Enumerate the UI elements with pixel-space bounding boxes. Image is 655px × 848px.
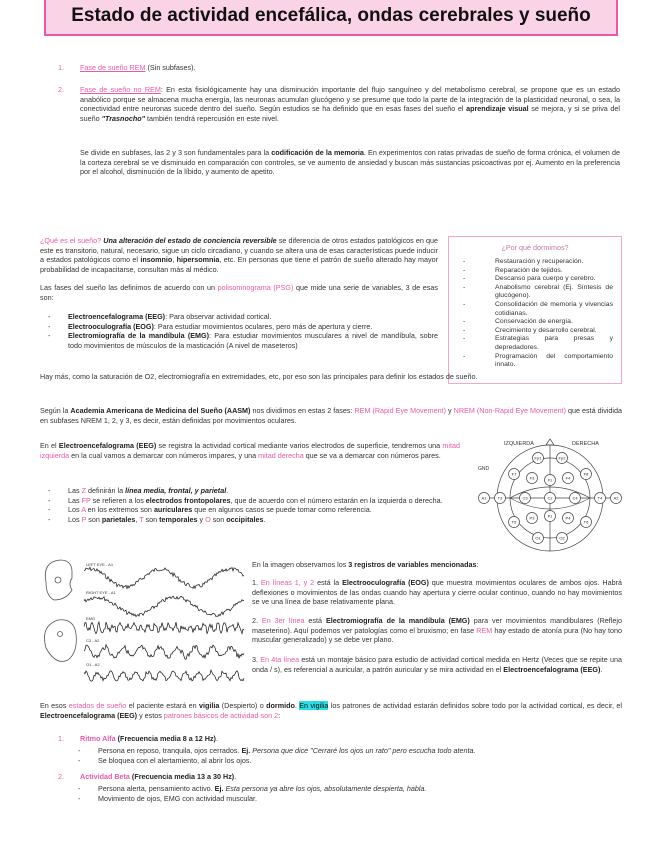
bold-text: 3 registros de variables mencionadas: [348, 560, 477, 569]
trace-line: [84, 670, 244, 681]
text: Las: [68, 486, 82, 495]
list-item: [80, 85, 620, 123]
text: en los extremos son: [85, 505, 154, 515]
text: .: [263, 514, 266, 524]
text: Movimiento de ojos, EMG con actividad muscular.: [98, 793, 257, 803]
nrem-term: NREM (Non-Rapid Eye Movement): [453, 406, 566, 415]
text: se diferencia de otros estados patológicos en que este es transitorio, natural, necesario, sigue un ciclo circadiano, y cuando se altera una de esas características puede inducir a estados patológicos como el: [40, 236, 439, 265]
left-label: IZQUIERDA: [504, 441, 534, 447]
text: :: [476, 560, 479, 569]
text: : Para estudiar movimientos musculares a nivel de mandíbula, sobre todo movimientos de músculos de la masticación (A nivel de maseteros): [68, 331, 438, 350]
paragraph-psg: [40, 283, 438, 302]
bold-text: codificación de la memoria: [271, 148, 364, 157]
text: está: [304, 616, 326, 625]
list-item: - Crecimiento y desarrollo cerebral.: [449, 327, 621, 336]
bold-text: Electrooculografía (EOG): [68, 321, 154, 331]
bold-text: occipitales: [226, 514, 264, 524]
text: que en algunos casos se puede tomar como referencia.: [192, 505, 372, 515]
italic-text: Esta persona ya abre los ojos, absolutamente despierta, habla.: [223, 784, 427, 793]
text: Persona alerta, pensamiento activo.: [98, 784, 215, 793]
list-item: - Anabolismo cerebral (Ej. Síntesis de glucógeno).: [449, 284, 621, 301]
bold-text: Academia Americana de Medicina del Sueño (AASM): [70, 406, 251, 415]
list-number: 1.: [58, 63, 64, 72]
trace-label: C3 - A2: [86, 638, 100, 643]
text: : En esta fisiológicamente hay una disminución importante del flujo sanguíneo y del metabolismo cerebral, se propone que es un estado anabólico porque se almacena mucha energía, las neuronas acumulan glucógeno y se presume que todo la parte de la integración de la plasticidad neuronal, o sea, la conectividad entre neuronas sucede dentro del sueño. Según estudios se ha definido que en esas fases del sueño el: [80, 85, 620, 114]
text: (Despierto) o: [219, 701, 267, 710]
electrode-letter: Z: [81, 486, 86, 495]
text: son: [86, 514, 102, 524]
text: son: [143, 514, 160, 524]
registro-1: [252, 578, 622, 607]
text: se registra la actividad cortical mediante varios electrodos de superficie, tendremos una: [156, 441, 443, 450]
bold-text: parietales: [101, 514, 136, 524]
bold-text: (Frecuencia media 8 a 12 Hz): [115, 734, 216, 743]
text: .: [226, 486, 229, 495]
list-item: [40, 331, 438, 350]
text: son: [210, 514, 227, 524]
paragraph-subfases: [80, 148, 620, 177]
paragraph-estados: [40, 701, 622, 720]
text: que está dividida en subfases NREM 1, 2, y 3, es decir, están definidas por movimientos oculares.: [40, 406, 622, 425]
electrode-label: F7: [511, 471, 517, 477]
bold-text: "Trasnocho": [101, 113, 146, 123]
bold-text: aprendizaje visual: [466, 104, 529, 114]
bold-text: Electrooculografía (EOG): [342, 578, 429, 587]
electrodes-list: [40, 486, 472, 524]
bold-text: hipersomnia: [176, 255, 220, 265]
list-item: [70, 784, 620, 794]
electrode-label: F3: [529, 475, 535, 481]
text: que muestra movimientos oculares de ambos ojos. Habrá deflexiones o movimientos de las ondas cuando hay apertura y cierre ocular continuo, cuando no hay movimientos se ve una línea de base relativamente plana.: [252, 578, 623, 607]
text: hay estado de atonía pura (No hay tono muscular generalizado) y se debe ver plano.: [252, 625, 622, 645]
line-ref: En 4ta línea: [260, 655, 300, 664]
line-ref: En 3er línea: [261, 616, 305, 625]
trace-label: LEFT EYE - A1: [86, 562, 114, 567]
electrode-label: C3: [522, 495, 528, 501]
line-ref: En líneas 1, y 2: [260, 578, 315, 587]
variables-list: [40, 312, 438, 350]
bold-text: electrodos frontopolares: [145, 495, 231, 505]
italic-text: Persona que dice "Cerraré los ojos un rato" pero escucha todo atenta.: [250, 746, 476, 755]
text: : Para observar actividad cortical.: [165, 312, 272, 321]
left-half-term: mitad izquierda: [40, 441, 460, 460]
electrode-letter: A: [81, 505, 86, 515]
list-number: 2.: [58, 772, 64, 781]
list-item: - Descanso para cuerpo y cerebro.: [449, 275, 621, 284]
paragraph-mas: Hay más, como la saturación de O2, electromiografía en extremidades, etc, por eso son las principales para definir los estados de sueño.: [40, 372, 478, 381]
text: :: [278, 710, 281, 720]
trace-lines: [84, 567, 244, 681]
pink-term: patrones básicos de actividad son 2: [163, 710, 279, 720]
rhythm-name: Ritmo Alfa: [80, 734, 116, 743]
pink-term: estados de sueño: [68, 701, 127, 710]
text: y: [197, 514, 206, 524]
bold-text: temporales: [159, 514, 198, 524]
trace-label: RIGHT EYE - A1: [86, 590, 116, 595]
text: Según la: [40, 406, 71, 415]
electrode-diagram: [476, 436, 626, 558]
bold-text: Ej.: [241, 746, 251, 755]
right-label: DERECHA: [572, 441, 599, 447]
paragraph-eeg: [40, 441, 460, 460]
bold-text: dormido: [266, 701, 295, 710]
electrode-label: P4: [565, 515, 571, 521]
text: ,: [135, 514, 140, 524]
psg-traces-image: [38, 556, 246, 686]
question: ¿Qué es el sueño?: [40, 236, 102, 245]
text: . En experimentos con ratas privadas de sueño de forma crónica, el volumen de la corteza cerebral se ve disminuido en comparación con controles, se ve aumento de ansiedad y buscan más sustancias psicoactivas por ej. Aumento en la preferencia por el alcohol, disminución de la líbido, y aumento de apetito.: [80, 148, 620, 177]
electrode-label: O2: [559, 535, 565, 541]
list-number: 2.: [58, 85, 64, 94]
electrode-label: T3: [497, 495, 503, 501]
text: 3.: [252, 655, 261, 664]
text: Los: [68, 514, 82, 524]
paragraph-imagen: [252, 560, 622, 570]
box-title: ¿Por qué dormimos?: [501, 243, 569, 252]
head-profile-lower: [45, 620, 77, 662]
rem-term: REM (Rapid Eye Movement): [354, 406, 447, 415]
ground-label: GND: [478, 466, 490, 472]
electrode-label: Fp2: [558, 455, 566, 461]
list-item: [40, 515, 472, 525]
list-item: - Restauración y recuperación.: [449, 258, 621, 267]
alfa-sublist: [70, 746, 620, 765]
trace-line: [84, 622, 244, 634]
trace-label: O1 - A2: [86, 662, 100, 667]
text: para ver movimientos mandibulares (Reflejo maseterino). Aquí podemos ver patologías como el bruxismo; en fase: [252, 616, 622, 635]
link-rem[interactable]: Fase de sueño REM: [80, 63, 146, 72]
bold-text: línea media, frontal, y parietal: [125, 486, 227, 495]
electrode-label: T4: [597, 495, 603, 501]
registro-3: [252, 655, 622, 674]
text: .: [600, 664, 603, 674]
text: , etc. En personas que tiene el patrón de sueño alterado hay mayor probabilidad de incapacitarse, consultan más al médico.: [40, 255, 438, 274]
trace-label: EMG: [86, 616, 96, 621]
list-item: [80, 63, 620, 73]
box-list: [449, 258, 621, 370]
trace-line: [84, 567, 244, 588]
list-item: [40, 505, 472, 515]
list-item: - Consolidación de memoria y vivencias cotidianas.: [449, 301, 621, 318]
text: .: [234, 772, 237, 781]
bold-text: (Frecuencia media 13 a 30 Hz): [129, 772, 235, 781]
actividad-beta: [80, 772, 620, 782]
electrode-label: Fz: [547, 477, 553, 483]
text: Las fases del sueño las definimos de acuerdo con un: [40, 283, 218, 292]
list-item: [40, 496, 472, 506]
bold-text: insomnio: [140, 255, 173, 265]
text: .: [215, 734, 218, 743]
electrode-label: F8: [583, 471, 589, 477]
text: y estos: [137, 710, 164, 720]
list-item: [70, 794, 620, 804]
registro-2: [252, 616, 622, 645]
rem-term: REM: [476, 625, 493, 635]
list-item: [70, 746, 620, 756]
bold-text: Electromiografía de la mandíbula (EMG): [325, 616, 470, 625]
bold-text: Electroencefalograma (EEG): [58, 441, 157, 450]
eye-mark: [55, 577, 61, 583]
beta-sublist: [70, 784, 620, 803]
ritmo-alfa: [80, 734, 620, 744]
text: se refieren a los: [90, 495, 146, 505]
text: que se va a demarcar con números pares.: [303, 450, 441, 460]
text: que mide una serie de variables, 3 de esas son:: [40, 283, 438, 302]
bold-text: Electroencefalograma (EEG): [68, 312, 166, 321]
text: Se divide en subfases, las 2 y 3 son fundamentales para la: [80, 148, 272, 157]
bold-text: Una alteración del estado de conciencia reversible: [103, 236, 277, 245]
electrode-letter: T: [139, 514, 144, 524]
bold-text: vigilia: [199, 701, 220, 710]
electrode-label: Cz: [547, 495, 553, 501]
electrode-label: O1: [535, 535, 541, 541]
electrode-letter: FP: [81, 495, 91, 505]
bold-text: Electroencefalograma (EEG): [40, 710, 138, 720]
text: los patrones de actividad estarán definidos sobre todo por la actividad cortical, es decir, el: [328, 701, 623, 710]
list-item: [40, 312, 438, 322]
rhythm-name: Actividad Beta: [80, 772, 130, 781]
text: .: [294, 701, 300, 710]
text: Se bloquea con el alertamiento, al abrir los ojos.: [98, 755, 252, 765]
text: Los: [68, 505, 82, 515]
paragraph-que-es: [40, 236, 438, 274]
electrode-label: T5: [511, 519, 517, 525]
electrode-label: P3: [529, 515, 535, 521]
electrode-letter: P: [81, 514, 87, 524]
text: también tendrá repercusión en este nivel.: [145, 113, 279, 123]
list-item: - Conservación de energía.: [449, 318, 621, 327]
bold-text: Electroencefalograma (EEG): [503, 664, 601, 674]
text: nos dividimos en estas 2 fases:: [250, 406, 355, 415]
electrode-label: C4: [572, 495, 578, 501]
text: Las: [68, 495, 82, 505]
text: está un montaje básico para estudio de actividad cortical medida en Hertz (Veces que se repite una onda / s), es referencial a auricular, a patrón auricular y se mira actividad en el: [252, 655, 622, 674]
trace-line: [84, 596, 244, 617]
text: está la: [314, 578, 343, 587]
text: : Para estudiar movimientos oculares, pero más de apertura y cierre.: [153, 321, 373, 331]
list-number: 1.: [58, 734, 64, 743]
electrode-label: A2: [613, 495, 619, 501]
electrode-mark: [58, 632, 63, 637]
paragraph-aasm: [40, 406, 622, 425]
text: el paciente estará en: [126, 701, 200, 710]
electrode-label: Pz: [547, 513, 553, 519]
electrode-label: Fp1: [534, 455, 542, 461]
list-item: [40, 322, 438, 332]
text: definirán la: [85, 486, 126, 495]
page-title: Estado de actividad encefálica, ondas cerebrales y sueño: [71, 5, 591, 26]
trace-line: [84, 645, 244, 660]
head-profile-upper: [45, 560, 72, 600]
text: 2.: [252, 616, 262, 625]
electrode-letter: O: [205, 514, 211, 524]
highlight: En vigilia: [299, 701, 329, 710]
psg-term: polisomnograma (PSG): [217, 283, 294, 292]
why-sleep-box: [448, 236, 622, 384]
text: (Sin subfases).: [147, 63, 196, 72]
list-item: - Programación del comportamiento innato.: [449, 353, 621, 370]
bold-text: Electromiografía de la mandíbula (EMG): [68, 331, 210, 341]
head-drawings: [45, 560, 77, 662]
text: En el: [40, 441, 59, 450]
title-banner: [44, 0, 618, 36]
electrode-label: A1: [481, 495, 487, 501]
list-item: [40, 486, 472, 496]
list-item: [70, 756, 620, 766]
nose-shape: [546, 439, 554, 445]
list-item: - Estrategias para presas y depredadores.: [449, 335, 621, 352]
link-nrem[interactable]: Fase de sueño no REM: [80, 85, 161, 94]
text: En esos: [40, 701, 69, 710]
bold-text: auriculares: [153, 505, 193, 515]
text: ,: [172, 255, 177, 265]
right-half-term: mitad derecha: [258, 450, 304, 460]
text: y: [446, 406, 454, 415]
text: se mejora, y si se priva del sueño: [80, 104, 621, 123]
list-item: - Reparación de tejidos.: [449, 267, 621, 276]
text: Persona en reposo, tranquila, ojos cerrados.: [98, 746, 242, 755]
electrode-label: T6: [583, 519, 589, 525]
text: , que de acuerdo con el número estarán en la izquierda o derecha.: [230, 495, 443, 505]
text: En la imagen observamos los: [252, 560, 349, 569]
text: en la cual vamos a demarcar con números impares, y una: [69, 450, 259, 460]
bold-text: Ej.: [214, 784, 224, 793]
electrode-label: F4: [565, 475, 571, 481]
text: 1.: [252, 578, 261, 587]
